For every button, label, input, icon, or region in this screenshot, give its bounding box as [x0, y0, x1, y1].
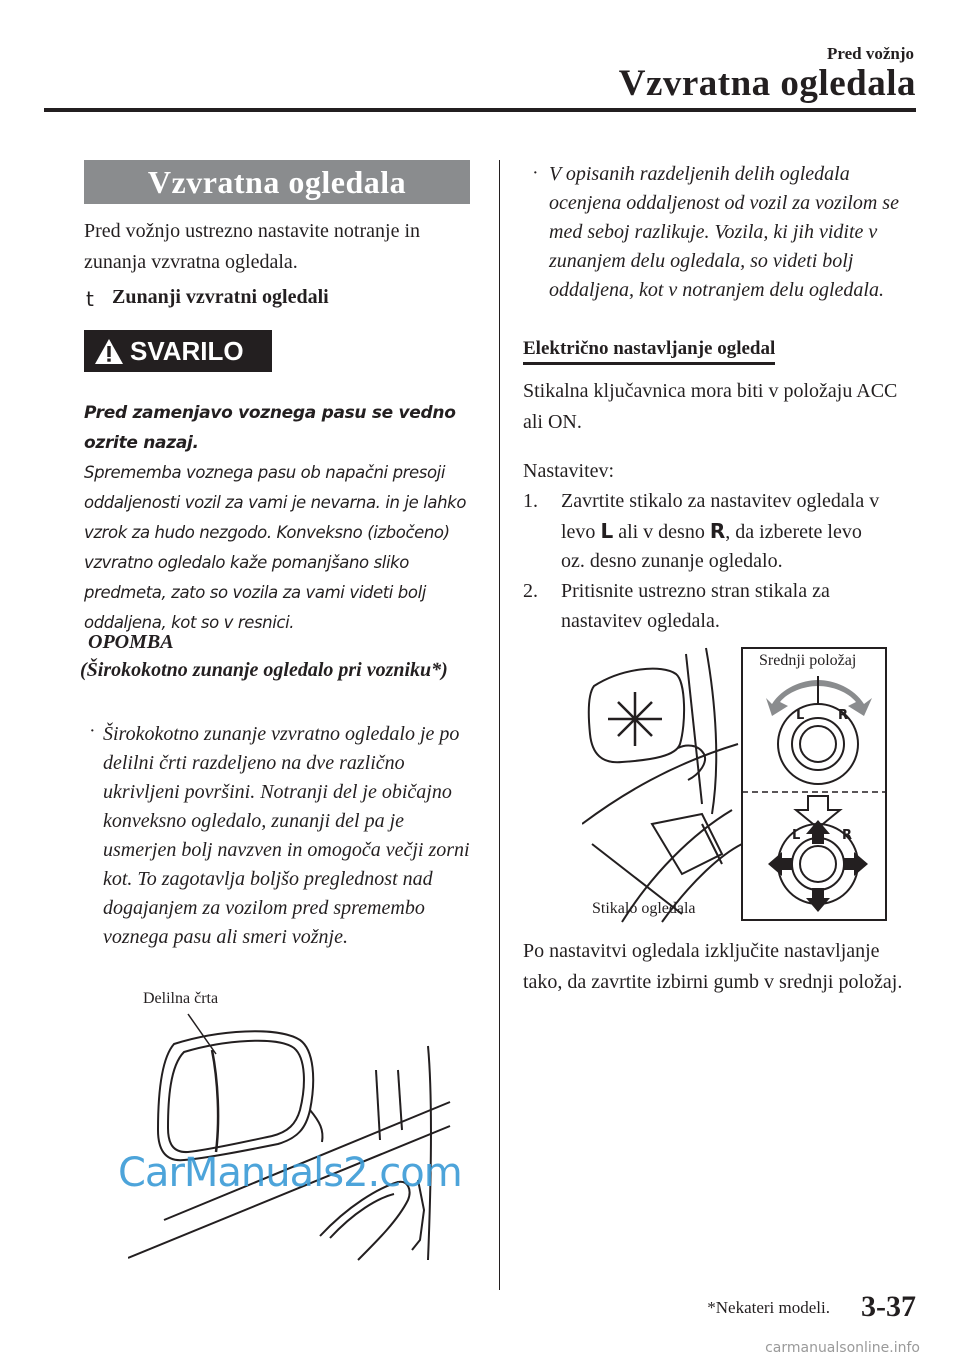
step-1-line-2: [561, 516, 862, 548]
warning-triangle-icon: [94, 338, 124, 365]
subhead-bullet: t: [86, 287, 94, 311]
dial-top-R: R: [838, 708, 849, 723]
dial-top-L: L: [796, 708, 805, 723]
header-section: Pred vožnjo: [826, 44, 914, 63]
bullet-dot: ·: [533, 166, 538, 181]
dial-bottom-R: R: [842, 828, 853, 843]
intro-paragraph: Pred vožnjo ustrezno nastavite notranje in zunanja vzvratna ogledala.: [84, 220, 421, 273]
mirror-switch-illustration: [582, 644, 892, 924]
side-mirror-illustration: [128, 1010, 458, 1270]
figure-label-mirror-switch: Stikalo ogledala: [592, 900, 696, 917]
column-divider: [499, 160, 500, 1290]
subhead-exterior-mirrors: Zunanji vzvratni ogledali: [112, 286, 329, 308]
step-1-line-1: Zavrtite stikalo za nastavitev ogledala v: [561, 490, 880, 512]
step-2-number: 2.: [523, 580, 538, 602]
electric-intro: Stikalna ključavnica mora biti v položaju ACC ali ON.: [523, 380, 898, 433]
closing-paragraph: Po nastavitvi ogledala izključite nastavljanje tako, da zavrtite izbirni gumb v srednji položaj.: [523, 940, 903, 993]
divided-mirror-note: V opisanih razdeljenih delih ogledala ocenjena oddaljenost od vozil za vozilom se med seboj razlikuje. Vozila, ki jih vidite v zunanjem delu ogledala, so videti bolj oddaljena, kot v notranjem delu ogledala.: [549, 163, 899, 301]
note-bullet-text: Širokokotno zunanje vzvratno ogledalo je po delilni črti razdeljeno na dve različno ukrivljeni površini. Notranji del je običajno konveksno ogledalo, zunanji del pa je usmerjen bolj navzven in omogoča večji zorni kot. To zagotavlja boljšo preglednost nad dogajanjem za vozilom pred spremembo voznega pasu ali smeri vožnje.: [103, 723, 470, 948]
header-rule: [44, 108, 916, 112]
warning-headline: Pred zamenjavo voznega pasu se vedno ozrite nazaj.: [84, 403, 456, 453]
note-heading: OPOMBA: [88, 631, 174, 653]
figure-label-dividing-line: Delilna črta: [143, 990, 219, 1007]
header-title: Vzvratna ogledala: [618, 63, 916, 104]
left-L-symbol: L: [600, 519, 614, 543]
step-1-line-3: oz. desno zunanje ogledalo.: [561, 550, 783, 572]
step-1-right-word: ali v desno: [618, 521, 705, 543]
dial-bottom-L: L: [792, 828, 801, 843]
step-1-number: 1.: [523, 490, 538, 512]
step-1-left-word: levo: [561, 521, 596, 543]
note-subheading: (Širokokotno zunanje ogledalo pri vozniku*): [80, 659, 448, 681]
page-number: 3-37: [861, 1290, 916, 1323]
steps-title: Nastavitev:: [523, 460, 615, 482]
step-2-line-1: Pritisnite ustrezno stran stikala za: [561, 580, 830, 602]
warning-label: SVARILO: [130, 335, 244, 366]
bullet-dot: ·: [90, 724, 95, 739]
watermark-logo: CarManuals2.com: [118, 1150, 462, 1196]
figure-label-center-position: Srednji položaj: [756, 652, 859, 670]
watermark-site: carmanualsonline.info: [765, 1340, 920, 1356]
right-R-symbol: R: [709, 519, 726, 543]
warning-badge: [84, 330, 272, 372]
warning-body: Sprememba voznega pasu ob napačni presoji oddaljenosti vozil za vami je nevarna. in je lahko vzrok za hudo nezgodo. Konveksno (izbočeno) vzvratno ogledalo kaže pomanjšano sliko predmeta, zato so vozila za vami videti bolj oddaljena, kot so v resnici.: [84, 463, 467, 632]
electric-adjustment-heading: Električno nastavljanje ogledal: [523, 338, 775, 365]
section-banner: Vzvratna ogledala: [84, 160, 470, 204]
step-1-select-text: , da izberete levo: [725, 521, 862, 543]
step-2-line-2: nastavitev ogledala.: [561, 610, 720, 632]
footnote: *Nekateri modeli.: [707, 1298, 830, 1317]
